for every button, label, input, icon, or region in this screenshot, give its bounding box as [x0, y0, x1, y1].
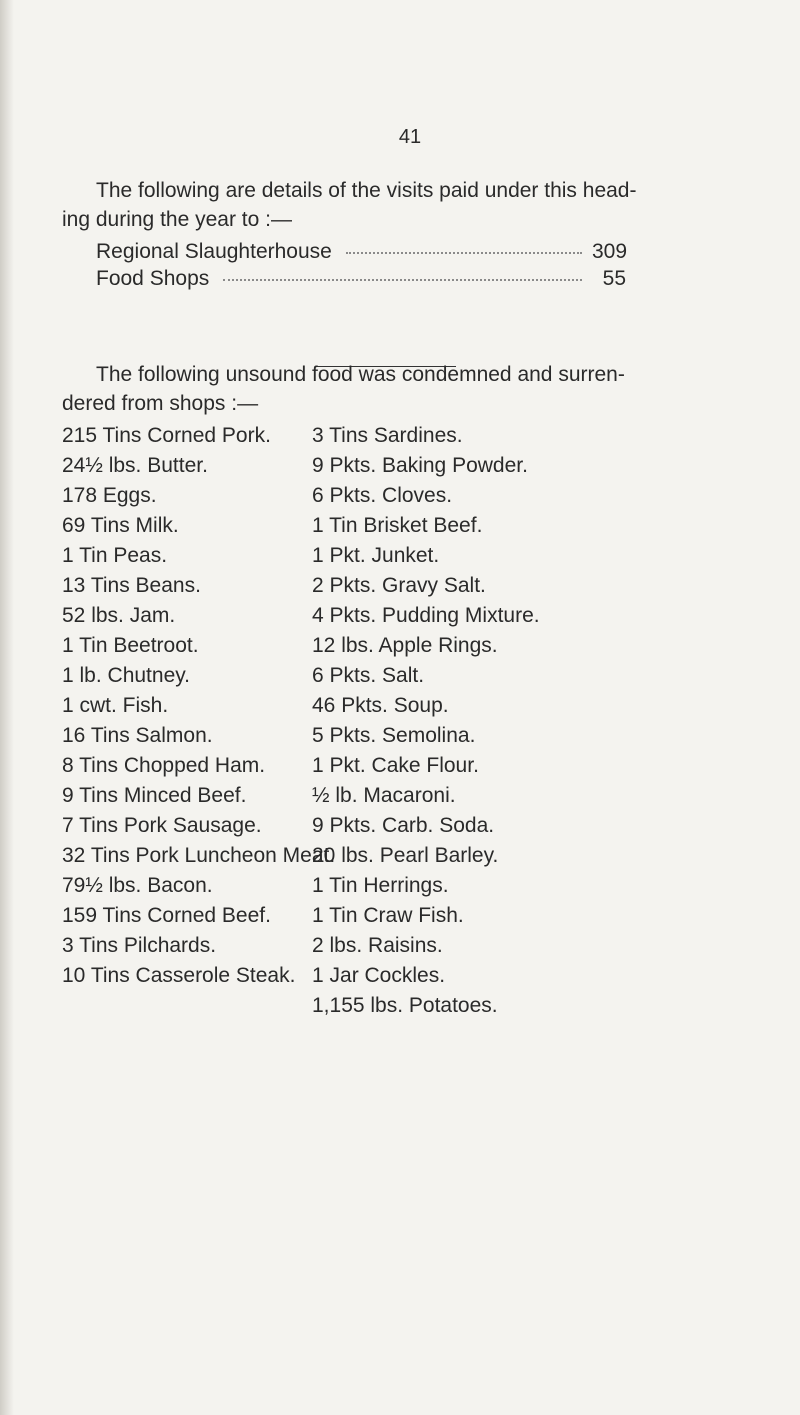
dot-leader: [346, 251, 582, 254]
visits-intro: [62, 176, 722, 234]
list-item: 1 Jar Cockles.: [312, 964, 446, 987]
list-item: 178 Eggs.: [62, 484, 157, 507]
list-item: 6 Pkts. Salt.: [312, 664, 425, 687]
list-item: 9 Pkts. Carb. Soda.: [312, 814, 495, 837]
list-item: 10 Tins Casserole Steak.: [62, 964, 296, 987]
list-item: 1 Tin Craw Fish.: [312, 904, 464, 927]
condemned-intro-line-2: dered from shops :—: [62, 392, 259, 415]
list-item: ½ lb. Macaroni.: [312, 784, 456, 807]
visits-list: [96, 238, 626, 292]
list-item: 12 lbs. Apple Rings.: [312, 634, 498, 657]
list-item: 4 Pkts. Pudding Mixture.: [312, 604, 540, 627]
list-item: 1,155 lbs. Potatoes.: [312, 994, 498, 1017]
list-item: 46 Pkts. Soup.: [312, 694, 449, 717]
list-item: 1 cwt. Fish.: [62, 694, 169, 717]
list-item: 1 Tin Herrings.: [312, 874, 449, 897]
list-item: 159 Tins Corned Beef.: [62, 904, 271, 927]
page-edge-shadow: [0, 0, 14, 1415]
list-item: 9 Pkts. Baking Powder.: [312, 454, 528, 477]
list-item: 2 lbs. Raisins.: [312, 934, 443, 957]
list-item: 1 Pkt. Cake Flour.: [312, 754, 479, 777]
list-item: 52 lbs. Jam.: [62, 604, 176, 627]
dot-leader: [223, 278, 582, 281]
list-item: 13 Tins Beans.: [62, 574, 201, 597]
list-item: 1 lb. Chutney.: [62, 664, 191, 687]
list-item: 69 Tins Milk.: [62, 514, 179, 537]
list-item: 79½ lbs. Bacon.: [62, 874, 213, 897]
list-item: 6 Pkts. Cloves.: [312, 484, 453, 507]
list-item: 1 Tin Brisket Beef.: [312, 514, 483, 537]
list-item: 2 Pkts. Gravy Salt.: [312, 574, 486, 597]
visit-row: [96, 265, 626, 292]
list-item: 3 Tins Pilchards.: [62, 934, 217, 957]
visit-label: Regional Slaughterhouse: [96, 240, 332, 263]
visits-intro-line-2: ing during the year to :—: [62, 208, 292, 231]
list-item: 5 Pkts. Semolina.: [312, 724, 476, 747]
visit-count: 309: [592, 240, 628, 263]
condemned-intro: [62, 360, 722, 418]
list-item: 24½ lbs. Butter.: [62, 454, 208, 477]
condemned-items-right: [312, 421, 672, 1021]
list-item: 16 Tins Salmon.: [62, 724, 213, 747]
list-item: 1 Tin Peas.: [62, 544, 168, 567]
visit-count: 55: [602, 267, 626, 290]
list-item: 9 Tins Minced Beef.: [62, 784, 247, 807]
page-number: 41: [398, 126, 422, 148]
list-item: 32 Tins Pork Luncheon Meat.: [62, 844, 336, 867]
visit-row: [96, 238, 626, 265]
list-item: 7 Tins Pork Sausage.: [62, 814, 262, 837]
list-item: 3 Tins Sardines.: [312, 424, 463, 447]
visit-label: Food Shops: [96, 267, 210, 290]
list-item: 8 Tins Chopped Ham.: [62, 754, 266, 777]
list-item: 1 Pkt. Junket.: [312, 544, 440, 567]
visits-intro-line-1: The following are details of the visits paid under this head-: [96, 179, 637, 202]
condemned-intro-line-1: The following unsound food was condemned and surren-: [96, 363, 625, 386]
list-item: 1 Tin Beetroot.: [62, 634, 199, 657]
list-item: 215 Tins Corned Pork.: [62, 424, 271, 447]
list-item: 20 lbs. Pearl Barley.: [312, 844, 499, 867]
